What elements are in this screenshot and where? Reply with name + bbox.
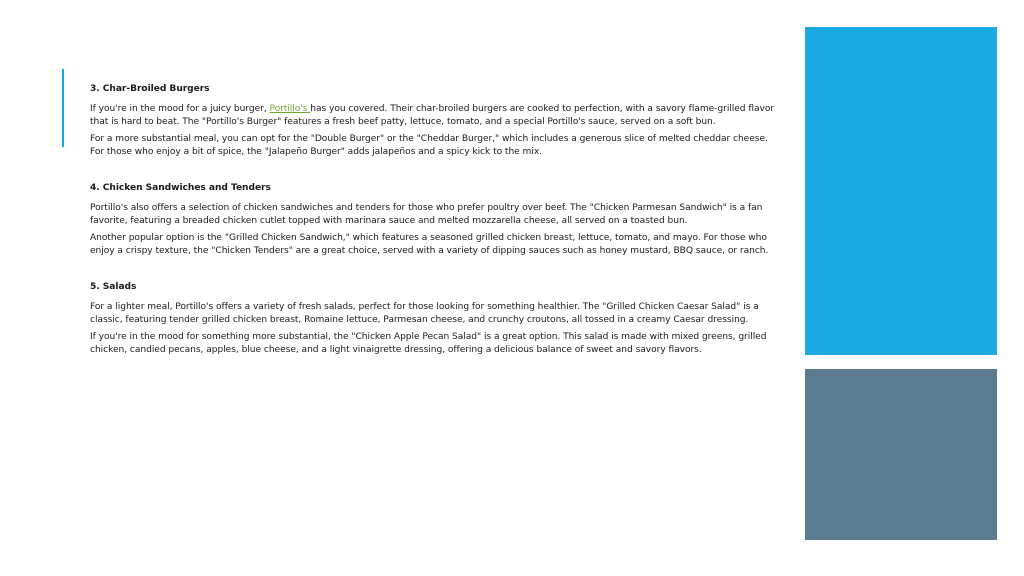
paragraph: For a lighter meal, Portillo's offers a variety of fresh salads, perfect for those looking for something healthier. The "Grilled Chicken Caesar Salad" is a classic, featuring tender grilled chicken breast, Romaine lettuce, Parmesan cheese, and crunchy croutons, all tossed in a creamy Caesar dressing.	[90, 302, 759, 325]
paragraph	[90, 103, 780, 129]
paragraph-text: has you covered. Their char-broiled burgers are cooked to perfection, with a savory flame-grilled flavor that is hard to beat. The "Portillo's Burger" features a fresh beef patty, lettuce, tomato, and a special Portillo's sauce, served on a soft bun.	[90, 104, 775, 127]
paragraph-text: If you're in the mood for a juicy burger,	[90, 104, 270, 114]
section-heading: 3. Char-Broiled Burgers	[90, 84, 210, 94]
decorative-block-top	[805, 27, 997, 355]
section-chicken-sandwiches	[90, 182, 780, 258]
accent-bar	[62, 69, 64, 147]
portillos-link[interactable]: Portillo's	[269, 104, 311, 114]
section-char-broiled-burgers	[90, 83, 780, 159]
paragraph: For a more substantial meal, you can opt for the "Double Burger" or the "Cheddar Burger," which includes a generous slice of melted cheddar cheese. For those who enjoy a bit of spice, the "Jalapeño Burger" adds jalapeños and a spicy kick to the mix.	[90, 134, 768, 157]
section-spacer	[90, 262, 780, 281]
decorative-block-bottom	[805, 369, 997, 540]
paragraph: Another popular option is the "Grilled Chicken Sandwich," which features a seasoned grilled chicken breast, lettuce, tomato, and mayo. For those who enjoy a crispy texture, the "Chicken Tenders" are a great choice, served with a variety of dipping sauces such as honey mustard, BBQ sauce, or ranch.	[90, 233, 769, 256]
section-heading: 5. Salads	[90, 282, 137, 292]
slide-content	[90, 83, 780, 361]
paragraph: If you're in the mood for something more substantial, the "Chicken Apple Pecan Salad" is a great option. This salad is made with mixed greens, grilled chicken, candied pecans, apples, blue cheese, and a light vinaigrette dressing, offering a delicious balance of sweet and savory flavors.	[90, 332, 767, 355]
section-heading: 4. Chicken Sandwiches and Tenders	[90, 183, 271, 193]
section-salads	[90, 281, 780, 357]
paragraph: Portillo's also offers a selection of chicken sandwiches and tenders for those who prefer poultry over beef. The "Chicken Parmesan Sandwich" is a fan favorite, featuring a breaded chicken cutlet topped with marinara sauce and melted mozzarella cheese, all served on a toasted bun.	[90, 203, 763, 226]
section-spacer	[90, 163, 780, 182]
